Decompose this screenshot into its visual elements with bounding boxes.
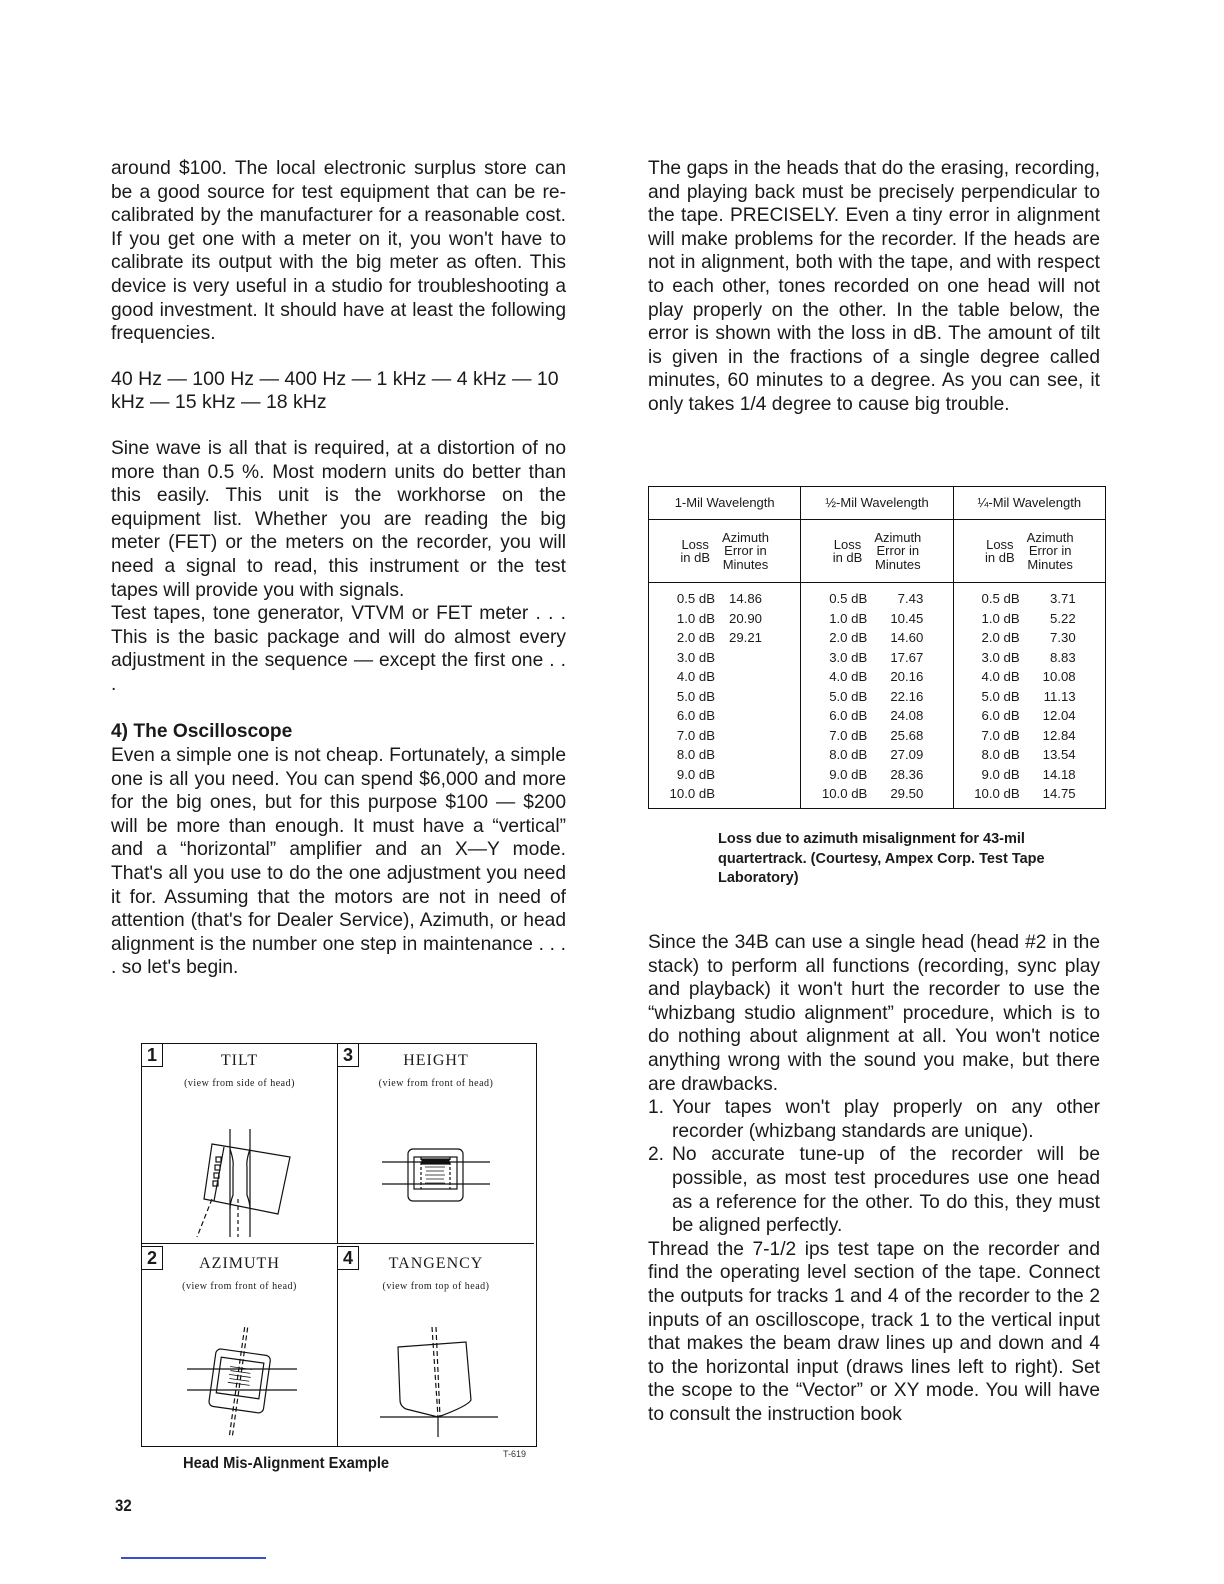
loss-cell: 8.0 dB	[981, 747, 1020, 762]
loss-cell: 6.0 dB	[829, 708, 868, 723]
paragraph: Thread the 7-1/2 ips test tape on the recorder and find the operating level section of the tape. Connect the outputs for tracks 1 and 4 of the recorder to the 2 inputs of an oscilloscope, track 1 to the vertical input that makes the beam draw lines up and down and 4 to the horizontal input (draws lines left to right). Set the scope to the “Vector” or XY mode. You will have to consult the instruction book	[648, 1238, 1100, 1425]
panel-title: TILT	[220, 1052, 259, 1069]
azimuth-diagram-icon	[142, 1302, 338, 1442]
loss-cell: 0.5 dB	[829, 591, 868, 606]
loss-header: Loss in dB	[985, 536, 1015, 565]
minutes-cell: 7.43	[897, 591, 924, 606]
minutes-cell	[715, 706, 771, 726]
table-column	[953, 583, 1105, 808]
loss-cell: 2.0 dB	[829, 630, 868, 645]
loss-cell: 0.5 dB	[981, 591, 1020, 606]
table-row	[649, 609, 800, 629]
table-row	[954, 726, 1105, 746]
minutes-cell: 14.18	[1042, 766, 1076, 782]
loss-cell: 1.0 dB	[981, 610, 1020, 626]
panel-title: HEIGHT	[403, 1052, 469, 1069]
paragraph: around $100. The local electronic surplus store can be a good source for test equipment that can be re-calibrated by the manufacturer for a reasonable cost. If you get one with a meter on it, you won't have to calibrate its output with the big meter as often. This device is very useful in a studio for troubleshooting a good investment. It should have at least the following frequencies.	[111, 158, 566, 345]
loss-header: Loss in dB	[832, 536, 863, 565]
table-row	[801, 687, 952, 707]
loss-cell: 4.0 dB	[829, 669, 868, 684]
table-row	[954, 784, 1105, 804]
loss-cell: 3.0 dB	[676, 649, 715, 665]
minutes-cell: 11.13	[1043, 688, 1076, 704]
loss-cell: 1.0 dB	[829, 610, 868, 626]
right-column	[648, 157, 1100, 417]
left-column	[111, 157, 566, 980]
table-row	[954, 745, 1105, 765]
table-row	[649, 687, 800, 707]
minutes-cell	[715, 667, 771, 687]
loss-cell: 7.0 dB	[981, 727, 1020, 743]
minutes-cell: 5.22	[1049, 610, 1076, 626]
panel-subtitle: (view from front of head)	[182, 1281, 297, 1292]
paragraph: Test tapes, tone generator, VTVM or FET meter . . . This is the basic package and will do almost every adjustment in the sequence — except the first one . . .	[111, 603, 566, 695]
figure-panel-azimuth	[142, 1247, 338, 1447]
table-column	[649, 583, 800, 808]
table-row	[954, 765, 1105, 785]
loss-cell: 1.0 dB	[676, 610, 715, 626]
table-row	[649, 765, 800, 785]
table-row	[801, 628, 952, 648]
table-sub-header	[649, 520, 1105, 583]
panel-title: TANGENCY	[388, 1255, 484, 1272]
loss-cell: 5.0 dB	[676, 688, 715, 704]
table-row	[801, 609, 952, 629]
panel-title: AZIMUTH	[199, 1255, 280, 1272]
loss-cell: 9.0 dB	[981, 766, 1020, 782]
loss-cell: 3.0 dB	[981, 649, 1020, 665]
loss-cell: 9.0 dB	[829, 766, 868, 782]
figure-panel-height	[338, 1044, 534, 1244]
loss-cell: 6.0 dB	[981, 708, 1020, 723]
table-row	[954, 628, 1105, 648]
table-row	[954, 589, 1105, 609]
paragraph: Even a simple one is not cheap. Fortunately, a simple one is all you need. You can spend $6,000 and more for the big ones, but for this purpose $100 — $200 will be more than enough. It must have a “vertical” and a “horizontal” amplifier and an X—Y mode. That's all you use to do the one adjustment you need it for. Assuming that the motors are not in need of attention (that's for Dealer Service), Azimuth, or head alignment is the number one step in maintenance . . . . so let's begin.	[111, 745, 566, 979]
table-row	[649, 784, 800, 804]
panel-subtitle: (view from front of head)	[378, 1078, 494, 1089]
table-row	[649, 726, 800, 746]
height-diagram-icon	[338, 1099, 534, 1239]
minutes-cell: 25.68	[890, 727, 924, 743]
minutes-cell: 10.45	[890, 610, 924, 626]
table-row	[801, 706, 952, 726]
table-group-header	[649, 487, 1105, 520]
table-column	[800, 583, 952, 808]
minutes-cell: 12.84	[1042, 727, 1076, 743]
loss-cell: 4.0 dB	[676, 669, 715, 684]
figure-code: T-619	[503, 1449, 527, 1459]
loss-cell: 2.0 dB	[676, 630, 715, 645]
minutes-cell: 7.30	[1049, 630, 1076, 645]
frequency-list: 40 Hz — 100 Hz — 400 Hz — 1 kHz — 4 kHz — 10 kHz — 15 kHz — 18 kHz	[111, 367, 559, 414]
minutes-cell: 8.83	[1049, 649, 1076, 665]
minutes-cell	[715, 784, 771, 804]
table-row	[801, 648, 952, 668]
table-row	[649, 667, 800, 687]
loss-cell: 8.0 dB	[676, 747, 715, 762]
tilt-diagram-icon	[142, 1099, 338, 1239]
table-row	[954, 667, 1105, 687]
figure-panel-tangency	[338, 1247, 534, 1447]
minutes-cell: 28.36	[890, 766, 924, 782]
loss-cell: 7.0 dB	[829, 727, 868, 743]
column-group: 1-Mil Wavelength	[674, 495, 775, 510]
minutes-cell: 14.75	[1042, 786, 1076, 801]
footnote-rule	[121, 1557, 266, 1559]
minutes-cell: 20.90	[729, 610, 763, 626]
column-group: ½-Mil Wavelength	[800, 487, 952, 519]
loss-cell: 8.0 dB	[829, 747, 868, 762]
minutes-cell	[715, 726, 771, 746]
loss-cell: 2.0 dB	[981, 630, 1020, 645]
minutes-cell: 17.67	[890, 649, 924, 665]
error-header: Azimuth Error in Minutes	[1026, 529, 1074, 572]
minutes-cell: 10.08	[1042, 669, 1076, 684]
table-row	[801, 745, 952, 765]
right-column-lower	[648, 931, 1100, 1426]
column-group: ¼-Mil Wavelength	[953, 487, 1105, 519]
panel-number: 2	[141, 1246, 163, 1270]
table-row	[801, 589, 952, 609]
minutes-cell: 12.04	[1042, 708, 1076, 723]
minutes-cell: 14.60	[890, 630, 924, 645]
minutes-cell: 24.08	[890, 708, 924, 723]
loss-cell: 9.0 dB	[676, 766, 715, 782]
table-row	[649, 706, 800, 726]
panel-number: 1	[141, 1043, 163, 1067]
table-row	[954, 609, 1105, 629]
error-header: Azimuth Error in Minutes	[874, 529, 922, 572]
loss-cell: 6.0 dB	[676, 708, 715, 723]
loss-cell: 3.0 dB	[829, 649, 868, 665]
table-row	[801, 765, 952, 785]
panel-subtitle: (view from side of head)	[184, 1078, 295, 1089]
table-row	[649, 589, 800, 609]
table-row	[801, 667, 952, 687]
table-row	[801, 784, 952, 804]
panel-number: 4	[337, 1246, 359, 1270]
table-row	[801, 726, 952, 746]
minutes-cell: 20.16	[890, 669, 924, 684]
azimuth-loss-table	[648, 486, 1106, 809]
loss-cell: 10.0 dB	[974, 786, 1020, 801]
panel-number: 3	[337, 1043, 359, 1067]
table-row	[649, 745, 800, 765]
table-body	[649, 583, 1105, 808]
list-item: 1. Your tapes won't play properly on any other recorder (whizbang standards are unique).	[648, 1097, 1100, 1142]
error-header: Azimuth Error in Minutes	[722, 529, 769, 572]
figure-caption: Head Mis-Alignment Example	[183, 1455, 390, 1472]
paragraph: Since the 34B can use a single head (head #2 in the stack) to perform all functions (recording, sync play and playback) it won't hurt the recorder to use the “whizbang studio alignment” procedure, which is to do nothing about alignment at all. You won't notice anything wrong with the sound you make, but there are drawbacks.	[648, 932, 1100, 1095]
loss-header: Loss in dB	[680, 536, 710, 565]
tangency-diagram-icon	[338, 1302, 534, 1442]
loss-cell: 5.0 dB	[981, 688, 1020, 704]
minutes-cell: 27.09	[890, 747, 924, 762]
minutes-cell: 13.54	[1042, 747, 1076, 762]
table-row	[649, 648, 800, 668]
loss-cell: 0.5 dB	[676, 591, 715, 606]
figure-panel-tilt	[142, 1044, 338, 1244]
minutes-cell: 14.86	[729, 591, 763, 606]
list-item: 2. No accurate tune-up of the recorder will be possible, as most test procedures use one head as a reference for the other. To do this, they must be aligned perfectly.	[648, 1144, 1100, 1237]
minutes-cell: 29.50	[890, 786, 924, 801]
minutes-cell	[715, 745, 771, 765]
minutes-cell	[715, 765, 771, 785]
paragraph: Sine wave is all that is required, at a distortion of no more than 0.5 %. Most modern units do better than this easily. This unit is the workhorse on the equipment list. Whether you are reading the big meter (FET) or the meters on the recorder, you will need a signal to read, this instrument or the test tapes will provide you with signals.	[111, 437, 566, 601]
table-row	[954, 648, 1105, 668]
table-row	[649, 628, 800, 648]
minutes-cell	[715, 648, 771, 668]
paragraph: The gaps in the heads that do the erasing, recording, and playing back must be precisely perpendicular to the tape. PRECISELY. Even a tiny error in alignment will make problems for the recorder. If the heads are not in alignment, both with the tape, and with respect to each other, tones recorded on one head will not play properly on the other. In the table below, the error is shown with the loss in dB. The amount of tilt is given in the fractions of a single degree called minutes, 60 minutes to a degree. As you can see, it only takes 1/4 degree to cause big trouble.	[648, 158, 1100, 415]
loss-cell: 5.0 dB	[829, 688, 868, 704]
loss-cell: 7.0 dB	[676, 727, 715, 743]
panel-subtitle: (view from top of head)	[382, 1281, 490, 1292]
table-caption: Loss due to azimuth misalignment for 43-mil quartertrack. (Courtesy, Ampex Corp. Test Tape Laboratory)	[718, 831, 1045, 886]
page-number: 32	[115, 1496, 132, 1515]
minutes-cell: 29.21	[729, 630, 763, 645]
table-row	[954, 706, 1105, 726]
loss-cell: 4.0 dB	[981, 669, 1020, 684]
head-misalignment-figure	[141, 1043, 537, 1447]
minutes-cell: 3.71	[1049, 591, 1076, 606]
section-heading: 4) The Oscilloscope	[111, 721, 293, 743]
table-row	[954, 687, 1105, 707]
minutes-cell	[715, 687, 771, 707]
loss-cell: 10.0 dB	[669, 786, 715, 801]
minutes-cell: 22.16	[890, 688, 924, 704]
loss-cell: 10.0 dB	[821, 786, 868, 801]
